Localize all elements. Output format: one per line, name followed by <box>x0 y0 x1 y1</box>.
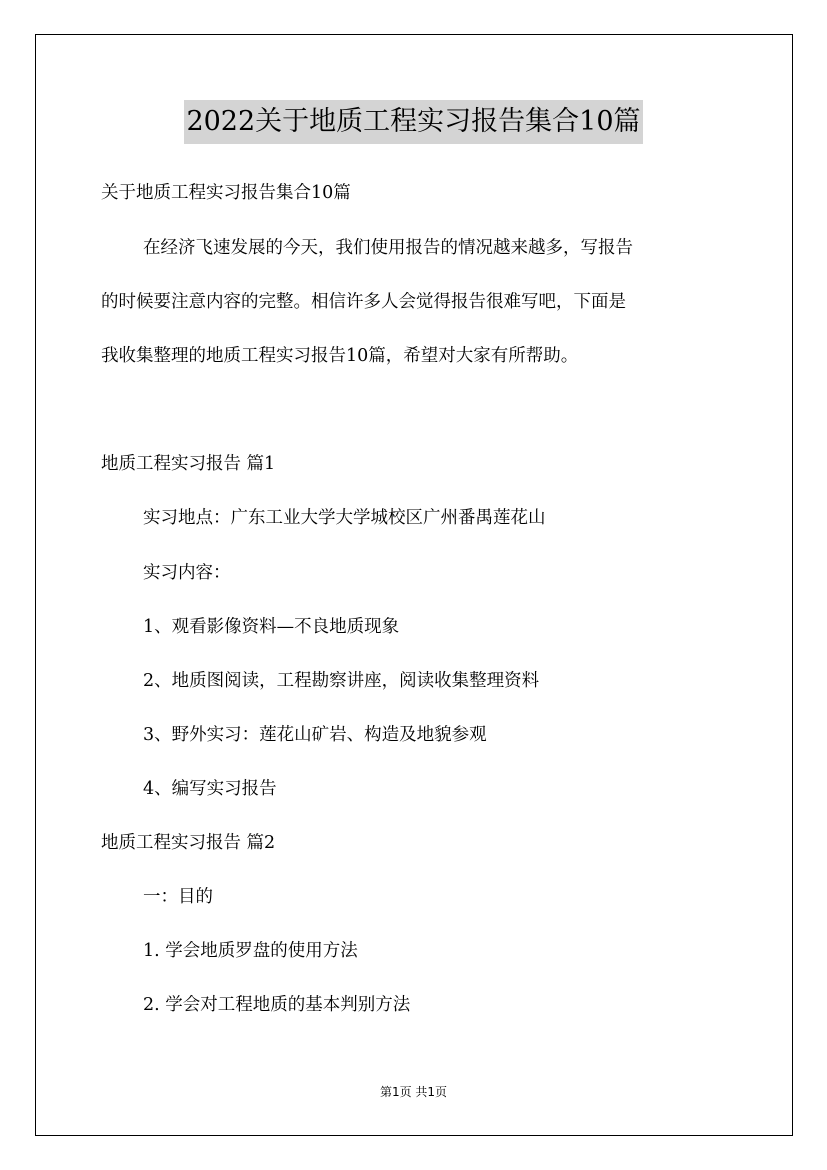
section-1-heading: 地质工程实习报告 篇1 <box>101 454 276 474</box>
purpose-label: 一：目的 <box>143 887 213 907</box>
internship-content-label: 实习内容： <box>143 563 231 583</box>
document-subtitle: 关于地质工程实习报告集合10篇 <box>101 183 351 203</box>
page-footer: 第1页 共1页 <box>379 1085 448 1099</box>
internship-location: 实习地点：广东工业大学大学城校区广州番禺莲花山 <box>143 508 546 528</box>
title-wrapper <box>0 100 827 144</box>
content-item-4: 4、编写实习报告 <box>143 779 277 799</box>
document-title: 2022关于地质工程实习报告集合10篇 <box>184 100 642 144</box>
purpose-item-2: 2. 学会对工程地质的基本判别方法 <box>143 995 411 1015</box>
content-item-3: 3、野外实习：莲花山矿岩、构造及地貌参观 <box>143 725 487 745</box>
purpose-item-1: 1. 学会地质罗盘的使用方法 <box>143 941 358 961</box>
intro-line-1: 在经济飞速发展的今天，我们使用报告的情况越来越多，写报告 <box>143 238 633 258</box>
intro-line-2: 的时候要注意内容的完整。相信许多人会觉得报告很难写吧，下面是 <box>101 292 626 312</box>
section-2-heading: 地质工程实习报告 篇2 <box>101 833 276 853</box>
content-item-1: 1、观看影像资料—不良地质现象 <box>143 617 400 637</box>
content-item-2: 2、地质图阅读，工程勘察讲座，阅读收集整理资料 <box>143 671 540 691</box>
intro-line-3: 我收集整理的地质工程实习报告10篇，希望对大家有所帮助。 <box>101 346 579 366</box>
